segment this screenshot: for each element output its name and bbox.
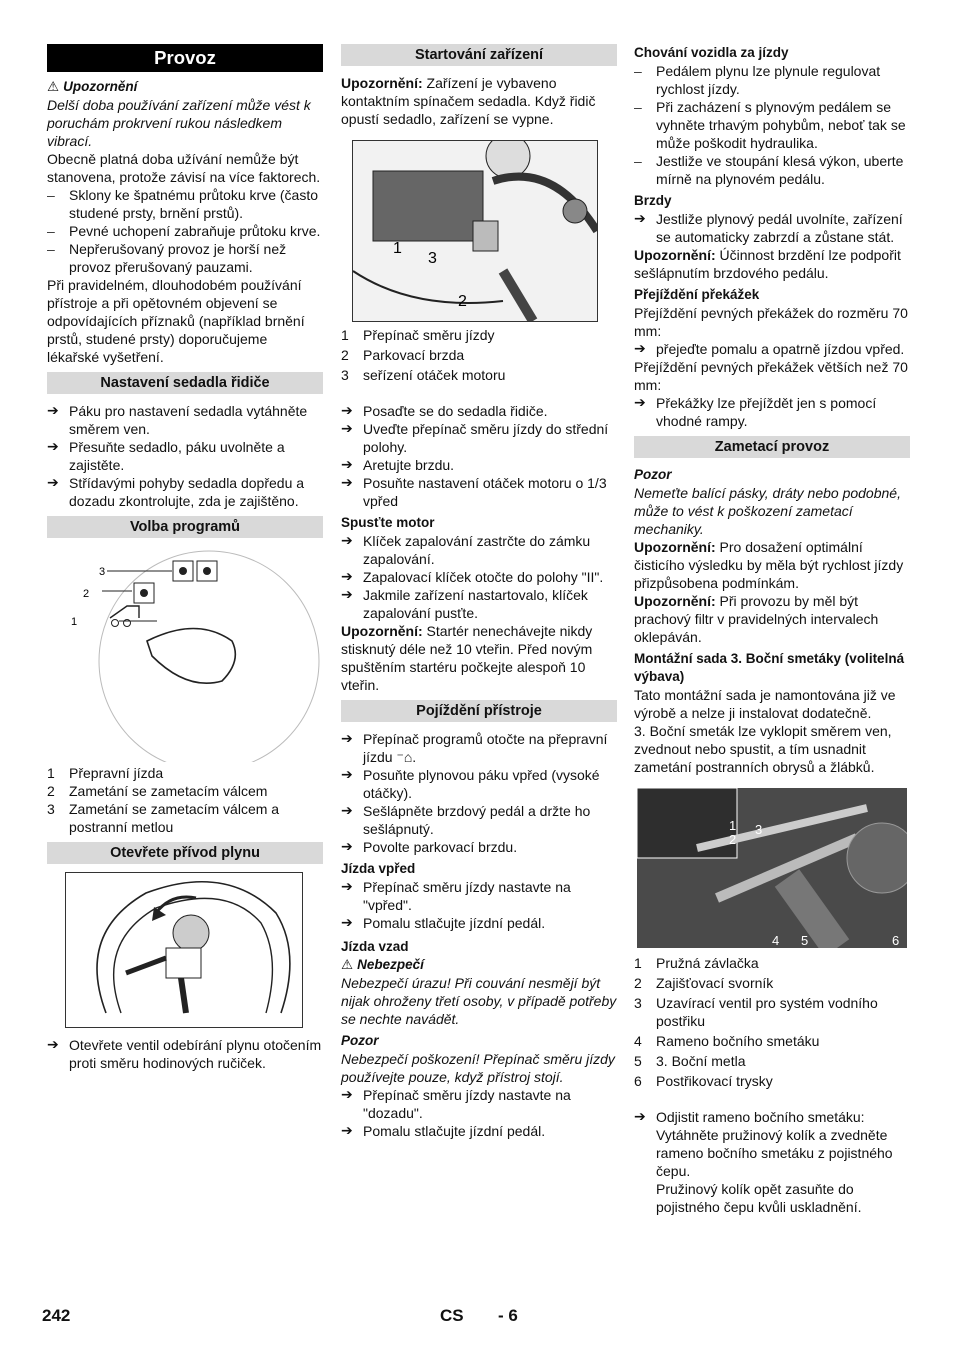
step-item: ➔ Povolte parkovací brzdu.: [341, 838, 617, 856]
legend-text: Přepínač směru jízdy: [363, 327, 495, 343]
legend-number: 6: [634, 1073, 642, 1089]
step-item: ➔ Jestliže plynový pedál uvolníte, zařízení se automaticky zabrzdí a zůstane stát.: [634, 210, 910, 246]
legend-text: Parkovací brzda: [363, 347, 465, 363]
note: [634, 246, 910, 282]
note-label: Upozornění:: [341, 623, 423, 639]
column-left: [47, 44, 323, 1072]
note-label: Upozornění:: [634, 593, 716, 609]
warning-text: Delší doba používání zařízení může vést k poruchám prokrvení rukou následkem vibrací.: [47, 97, 311, 149]
step-list: [341, 1086, 617, 1140]
subheading-start-motor: Spusťte motor: [341, 515, 435, 530]
callout-6: 6: [892, 933, 900, 948]
legend-number: 2: [47, 783, 55, 799]
column-middle: [341, 44, 617, 1140]
caution-label: Pozor: [634, 467, 672, 482]
legend-item: [634, 994, 910, 1030]
note: [341, 622, 617, 694]
legend-number: 1: [47, 765, 55, 781]
subheading-obstacles: Přejíždění překážek: [634, 287, 760, 302]
legend-item: [634, 1032, 910, 1050]
note: [341, 74, 617, 128]
section-bar-seat: Nastavení sedadla řidiče: [47, 372, 323, 394]
paragraph: Obecně platná doba užívání nemůže být stanovena, protože závisí na více faktorech.: [47, 151, 321, 185]
side-brush-photo: [637, 788, 907, 948]
step-list: [634, 340, 910, 358]
program-dial-illustration: [47, 546, 323, 762]
list-item: – Pedálem plynu lze plynule regulovat rychlost jízdy.: [634, 62, 910, 98]
step-item: ➔ Přesuňte sedadlo, páku uvolněte a zajistěte.: [47, 438, 323, 474]
dashboard-illustration: [353, 141, 597, 321]
callout-3: 3: [428, 250, 437, 267]
side-brush-illustration: [637, 788, 907, 948]
page-number: 242: [42, 1306, 71, 1325]
step-list: [341, 730, 617, 856]
step-list: [47, 402, 323, 510]
step-item: ➔ Přepínač programů otočte na přepravní jízdu ⁻⌂.: [341, 730, 617, 766]
subheading-behaviour: Chování vozidla za jízdy: [634, 45, 789, 60]
step-list: [341, 878, 617, 932]
callout-3: 3: [755, 822, 763, 837]
step-item: ➔ Překážky lze přejíždět jen s pomocí vhodné rampy.: [634, 394, 910, 430]
legend-text: Zajišťovací svorník: [656, 975, 774, 991]
step-list: [634, 394, 910, 430]
note-text: Při provozu by měl být prachový filtr v pravidelných intervalech oklepáván.: [634, 593, 879, 645]
list-item: – Nepřerušovaný provoz je horší než provoz přerušovaný pauzami.: [47, 240, 323, 276]
column-right: [634, 44, 910, 1216]
callout-1: 1: [729, 818, 737, 833]
list-item: – Pevné uchopení zabraňuje průtoku krve.: [47, 222, 323, 240]
section-bar-sweeping: Zametací provoz: [634, 436, 910, 458]
caution-label: Pozor: [341, 1033, 379, 1048]
step-item: ➔ Odjistit rameno bočního smetáku: Vytáhněte pružinový kolík a zvedněte rameno bočního smetáku z pojistného čepu.: [634, 1108, 910, 1180]
step-item: ➔ Pomalu stlačujte jízdní pedál.: [341, 1122, 617, 1140]
warning-triangle-icon: ⚠: [47, 79, 60, 95]
gas-valve-figure: [65, 872, 303, 1028]
legend-text: 3. Boční metla: [656, 1053, 746, 1069]
callout-5: 5: [801, 933, 809, 948]
danger-text: Nebezpečí úrazu! Při couvání nesmějí být nijak ohroženy třetí osoby, v případě potřeby se nechte navádět.: [341, 975, 617, 1027]
callout-2: 2: [83, 588, 90, 600]
step-item: ➔ Pomalu stlačujte jízdní pedál.: [341, 914, 617, 932]
legend-item: [634, 974, 910, 992]
callout-2: 2: [729, 832, 737, 847]
step-item: ➔ Zapalovací klíček otočte do polohy "II".: [341, 568, 617, 586]
caution-text: Nemeťte balící pásky, dráty nebo podobné, může to vést k poškození zametací mechaniky.: [634, 485, 901, 537]
legend-number: 5: [634, 1053, 642, 1069]
section-bar-start: Startování zařízení: [341, 44, 617, 66]
step-list: [341, 532, 617, 622]
paragraph: 3. Boční smeták lze vyklopit směrem ven, zvednout nebo spustit, a tím usnadnit zametání postranních obrysů a žlábků.: [634, 723, 892, 775]
paragraph: Přejíždění pevných překážek větších než 70 mm:: [634, 359, 908, 393]
warning-triangle-icon: ⚠: [341, 957, 354, 973]
paragraph: Tato montážní sada je namontována již ve výrobě a nelze ji instalovat dodatečně.: [634, 687, 896, 721]
step-list: [47, 1036, 323, 1072]
step-item: ➔ Posaďte se do sedadla řidiče.: [341, 402, 617, 420]
step-list: [341, 402, 617, 510]
paragraph: Při pravidelném, dlouhodobém používání přístroje a při opětovném objevení se odpovídajících příznaků (například brnění prstů, studené prsty) doporučujeme lékařské vyšetření.: [47, 277, 305, 365]
legend-number: 1: [634, 955, 642, 971]
note-label: Upozornění:: [634, 247, 716, 263]
legend-number: 3: [341, 367, 349, 383]
legend-number: 3: [47, 801, 55, 817]
danger-heading: [341, 956, 617, 974]
legend-text: Rameno bočního smetáku: [656, 1033, 820, 1049]
callout-1: 1: [71, 616, 78, 628]
legend-text: Uzavírací ventil pro systém vodního postřiku: [656, 995, 878, 1029]
legend-item: [634, 1052, 910, 1070]
legend-item: [634, 1072, 910, 1090]
step-item: ➔ Uveďte přepínač směru jízdy do střední polohy.: [341, 420, 617, 456]
program-selector-figure: [47, 546, 323, 762]
step-item: ➔ Klíček zapalování zastrčte do zámku zapalování.: [341, 532, 617, 568]
step-list: [634, 210, 910, 246]
legend-text: Přepravní jízda: [69, 765, 164, 781]
dash-list: [47, 186, 323, 276]
section-bar-programs: Volba programů: [47, 516, 323, 538]
language-code: CS: [440, 1306, 464, 1325]
subheading-reverse: Jízda vzad: [341, 939, 409, 954]
legend-item: [47, 782, 323, 800]
subheading-forward: Jízda vpřed: [341, 861, 416, 876]
list-item: – Sklony ke špatnému průtoku krve (často studené prsty, brnění prstů).: [47, 186, 323, 222]
dashboard-figure: [352, 140, 598, 322]
step-item: ➔ Sešlápněte brzdový pedál a držte ho sešlápnutý.: [341, 802, 617, 838]
section-title-operation: Provoz: [47, 44, 323, 72]
gas-valve-illustration: [66, 873, 302, 1027]
section-bar-driving: Pojíždění přístroje: [341, 700, 617, 722]
legend-list: [341, 326, 617, 384]
legend-item: [341, 366, 617, 384]
note-text: Pro dosažení optimální čisticího výsledku by měla být rychlost jízdy přizpůsobena podmínkám.: [634, 539, 904, 591]
step-item: ➔ Posuňte nastavení otáček motoru o 1/3 vpřed: [341, 474, 617, 510]
step-item: ➔ Páku pro nastavení sedadla vytáhněte směrem ven.: [47, 402, 323, 438]
legend-item: [47, 800, 323, 836]
legend-item: [341, 346, 617, 364]
step-item: ➔ Přepínač směru jízdy nastavte na "vpřed".: [341, 878, 617, 914]
note-text: Zařízení je vybaveno kontaktním spínačem sedadla. Když řidič opustí sedadlo, zařízení se vypne.: [341, 75, 596, 127]
dash-list: [634, 62, 910, 188]
callout-2: 2: [458, 293, 467, 310]
step-item: ➔ Přepínač směru jízdy nastavte na "dozadu".: [341, 1086, 617, 1122]
legend-number: 4: [634, 1033, 642, 1049]
list-item: – Při zacházení s plynovým pedálem se vyhněte trhavým pohybům, neboť tak se může poškodit hydraulika.: [634, 98, 910, 152]
legend-text: Zametání se zametacím válcem: [69, 783, 268, 799]
note: [634, 538, 910, 592]
subheading-kit: Montážní sada 3. Boční smetáky (volitelná výbava): [634, 651, 905, 684]
paragraph: Přejíždění pevných překážek do rozměru 70 mm:: [634, 305, 908, 339]
section-bar-gas: Otevřete přívod plynu: [47, 842, 323, 864]
paragraph: Pružinový kolík opět zasuňte do pojistného čepu kvůli uskladnění.: [656, 1181, 862, 1215]
callout-1: 1: [393, 240, 402, 257]
callout-3: 3: [99, 566, 106, 578]
note-label: Upozornění:: [634, 539, 716, 555]
note-text: Startér nenechávejte nikdy stisknutý déle než 10 vteřin. Před novým spuštěním startéru počkejte alespoň 10 vteřin.: [341, 623, 593, 693]
legend-list: [47, 764, 323, 836]
danger-label: Nebezpečí: [357, 957, 424, 972]
legend-number: 1: [341, 327, 349, 343]
warning-heading: [47, 78, 323, 96]
step-item: ➔ přejeďte pomalu a opatrně jízdou vpřed.: [634, 340, 910, 358]
legend-text: Postřikovací trysky: [656, 1073, 773, 1089]
note-label: Upozornění:: [341, 75, 423, 91]
legend-text: Pružná závlačka: [656, 955, 759, 971]
step-item: ➔ Otevřete ventil odebírání plynu otočením proti směru hodinových ručiček.: [47, 1036, 323, 1072]
legend-number: 2: [341, 347, 349, 363]
step-item: ➔ Střídavými pohyby sedadla dopředu a dozadu zkontrolujte, zda je zajištěno.: [47, 474, 323, 510]
legend-number: 3: [634, 995, 642, 1011]
caution-text: Nebezpečí poškození! Přepínač směru jízdy používejte pouze, když přístroj stojí.: [341, 1051, 615, 1085]
legend-item: [47, 764, 323, 782]
legend-item: [634, 954, 910, 972]
legend-number: 2: [634, 975, 642, 991]
subheading-brakes: Brzdy: [634, 193, 672, 208]
legend-text: Zametání se zametacím válcem a postranní metlou: [69, 801, 280, 835]
legend-text: seřízení otáček motoru: [363, 367, 506, 383]
legend-list: [634, 954, 910, 1090]
section-page: - 6: [498, 1306, 518, 1325]
step-list: [634, 1108, 910, 1180]
step-item: ➔ Posuňte plynovou páku vpřed (vysoké otáčky).: [341, 766, 617, 802]
note-text: Účinnost brzdění lze podpořit sešlápnutím brzdového pedálu.: [634, 247, 901, 281]
step-item: ➔ Jakmile zařízení nastartovalo, klíček zapalování pusťte.: [341, 586, 617, 622]
legend-item: [341, 326, 617, 344]
warning-label: Upozornění: [63, 79, 138, 94]
note: [634, 592, 910, 646]
step-item: ➔ Aretujte brzdu.: [341, 456, 617, 474]
callout-4: 4: [772, 933, 780, 948]
list-item: – Jestliže ve stoupání klesá výkon, uberte mírně na plynovém pedálu.: [634, 152, 910, 188]
